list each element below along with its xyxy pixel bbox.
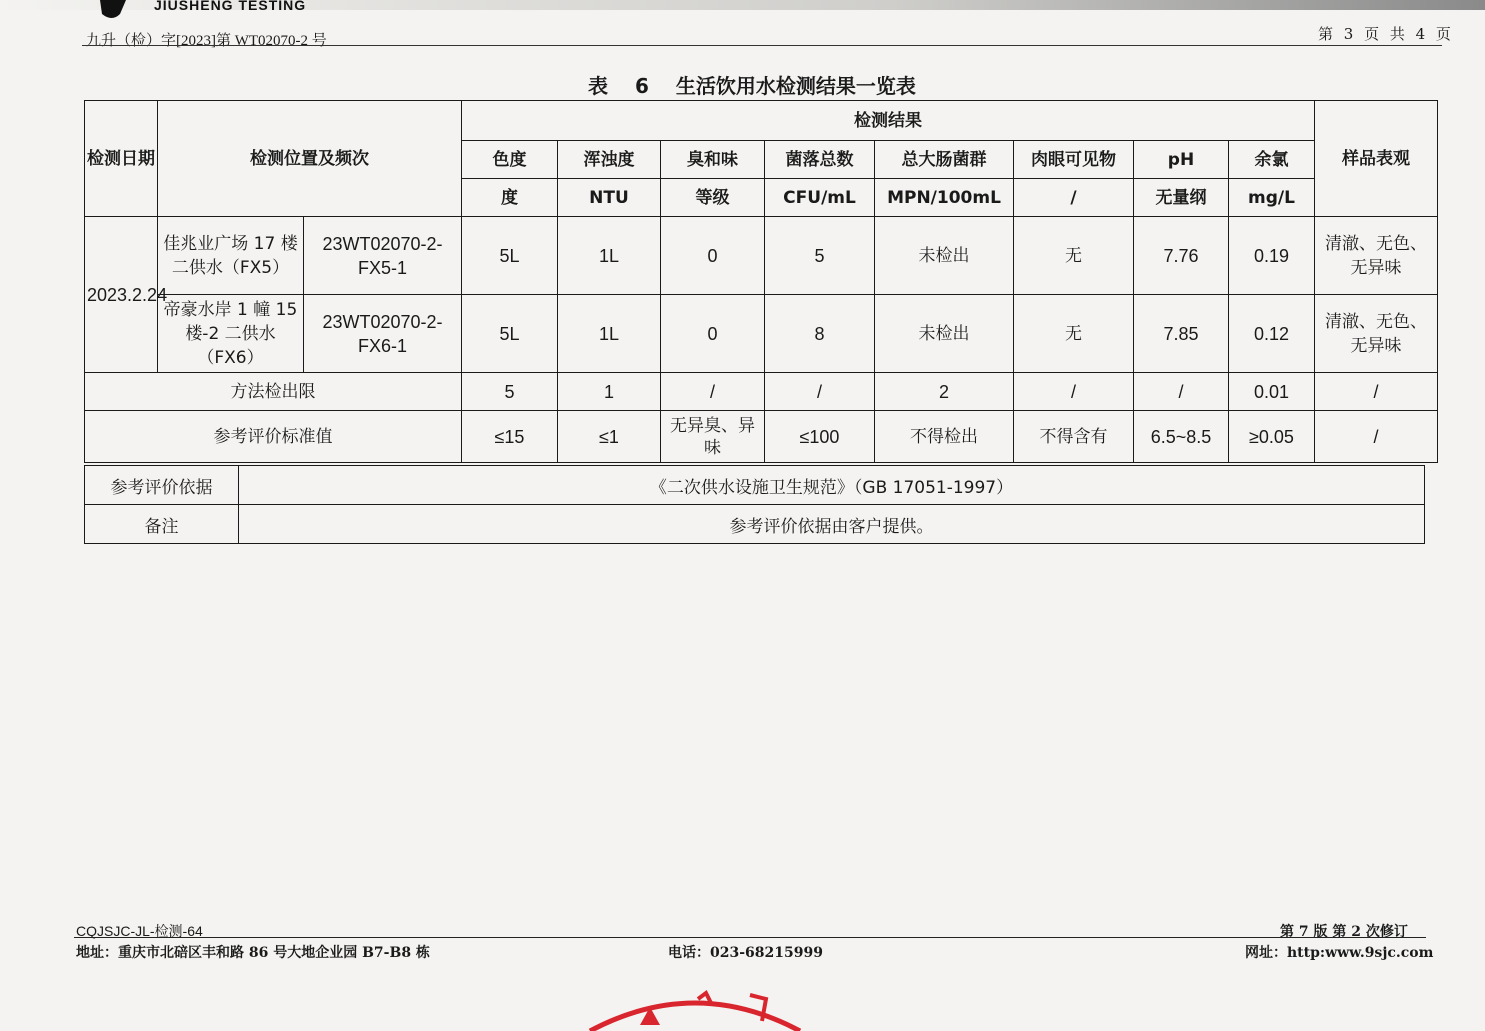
reference-table (84, 465, 1425, 544)
detection-limit-row (85, 373, 1438, 411)
param-unit: 无量纲 (1134, 179, 1229, 217)
result-cell: 未检出 (875, 217, 1014, 295)
limit-cell: 5 (462, 373, 558, 411)
standard-cell: 不得检出 (875, 411, 1014, 463)
report-number: 九升（检）字[2023]第 WT02070-2 号 (86, 33, 327, 49)
basis-value: 《二次供水设施卫生规范》（GB 17051-1997） (239, 466, 1425, 505)
result-cell: 0.12 (1229, 295, 1315, 373)
standard-cell: 无异臭、异味 (661, 411, 765, 463)
sample-id: 23WT02070-2-FX5-1 (304, 217, 462, 295)
basis-label: 参考评价依据 (85, 466, 239, 505)
result-cell: 5L (462, 217, 558, 295)
standard-cell: ≤15 (462, 411, 558, 463)
standard-cell: ≤100 (765, 411, 875, 463)
param-unit: NTU (558, 179, 661, 217)
result-cell: 0 (661, 217, 765, 295)
param-unit: mg/L (1229, 179, 1315, 217)
red-seal-icon (580, 985, 810, 1031)
table-row (85, 295, 1438, 373)
param-unit: CFU/mL (765, 179, 875, 217)
limit-cell: / (1014, 373, 1134, 411)
param-name: 总大肠菌群 (875, 141, 1014, 179)
limit-cell: / (765, 373, 875, 411)
result-cell: 5 (765, 217, 875, 295)
param-unit: / (1014, 179, 1134, 217)
limit-cell: / (1134, 373, 1229, 411)
page-number: 第 3 页 共 4 页 (1318, 25, 1454, 43)
footer-phone: 电话：023-68215999 (668, 945, 823, 961)
sample-id: 23WT02070-2-FX6-1 (304, 295, 462, 373)
param-unit: 度 (462, 179, 558, 217)
param-unit: MPN/100mL (875, 179, 1014, 217)
table-title: 表 6 生活饮用水检测结果一览表 (588, 74, 916, 98)
standard-cell: ≥0.05 (1229, 411, 1315, 463)
result-cell: 未检出 (875, 295, 1014, 373)
form-code: CQJSJC-JL-检测-64 (76, 923, 203, 939)
result-cell: 7.76 (1134, 217, 1229, 295)
result-cell: 无 (1014, 295, 1134, 373)
standard-cell: ≤1 (558, 411, 661, 463)
standard-cell: 6.5~8.5 (1134, 411, 1229, 463)
result-cell: 1L (558, 295, 661, 373)
result-cell: 7.85 (1134, 295, 1229, 373)
table-row (85, 217, 1438, 295)
result-cell: 无 (1014, 217, 1134, 295)
result-cell: 1L (558, 217, 661, 295)
param-name: 肉眼可见物 (1014, 141, 1134, 179)
note-label: 备注 (85, 505, 239, 544)
sample-location: 佳兆业广场 17 楼二供水（FX5） (158, 217, 304, 295)
param-name: pH (1134, 141, 1229, 179)
param-name: 余氯 (1229, 141, 1315, 179)
limit-cell: 0.01 (1229, 373, 1315, 411)
footer-rule (74, 937, 1426, 938)
limit-cell: / (661, 373, 765, 411)
result-cell: 0 (661, 295, 765, 373)
param-name: 浑浊度 (558, 141, 661, 179)
result-cell: 8 (765, 295, 875, 373)
test-date: 2023.2.24 (85, 217, 158, 373)
col-header-location: 检测位置及频次 (158, 101, 462, 217)
result-cell: 5L (462, 295, 558, 373)
param-name: 色度 (462, 141, 558, 179)
result-cell: 0.19 (1229, 217, 1315, 295)
param-name: 臭和味 (661, 141, 765, 179)
header-rule (82, 45, 1442, 46)
results-table (84, 100, 1438, 463)
standard-row (85, 411, 1438, 463)
logo-text: JIUSHENG TESTING (154, 0, 307, 13)
footer-website: 网址：http:www.9sjc.com (1245, 945, 1434, 961)
note-value: 参考评价依据由客户提供。 (239, 505, 1425, 544)
version-info: 第 7 版 第 2 次修订 (1280, 924, 1408, 940)
standard-cell: 不得含有 (1014, 411, 1134, 463)
detection-limit-label: 方法检出限 (85, 373, 462, 411)
standard-appearance: / (1315, 411, 1438, 463)
sample-location: 帝豪水岸 1 幢 15 楼-2 二供水（FX6） (158, 295, 304, 373)
col-header-date: 检测日期 (85, 101, 158, 217)
limit-appearance: / (1315, 373, 1438, 411)
limit-cell: 1 (558, 373, 661, 411)
footer-address: 地址：重庆市北碚区丰和路 86 号大地企业园 B7-B8 栋 (76, 945, 430, 961)
appearance-cell: 清澈、无色、无异味 (1315, 217, 1438, 295)
appearance-cell: 清澈、无色、无异味 (1315, 295, 1438, 373)
limit-cell: 2 (875, 373, 1014, 411)
col-header-appearance: 样品表观 (1315, 101, 1438, 217)
param-name: 菌落总数 (765, 141, 875, 179)
param-unit: 等级 (661, 179, 765, 217)
company-logo-icon (98, 0, 128, 22)
col-header-results: 检测结果 (462, 101, 1315, 141)
standard-label: 参考评价标准值 (85, 411, 462, 463)
